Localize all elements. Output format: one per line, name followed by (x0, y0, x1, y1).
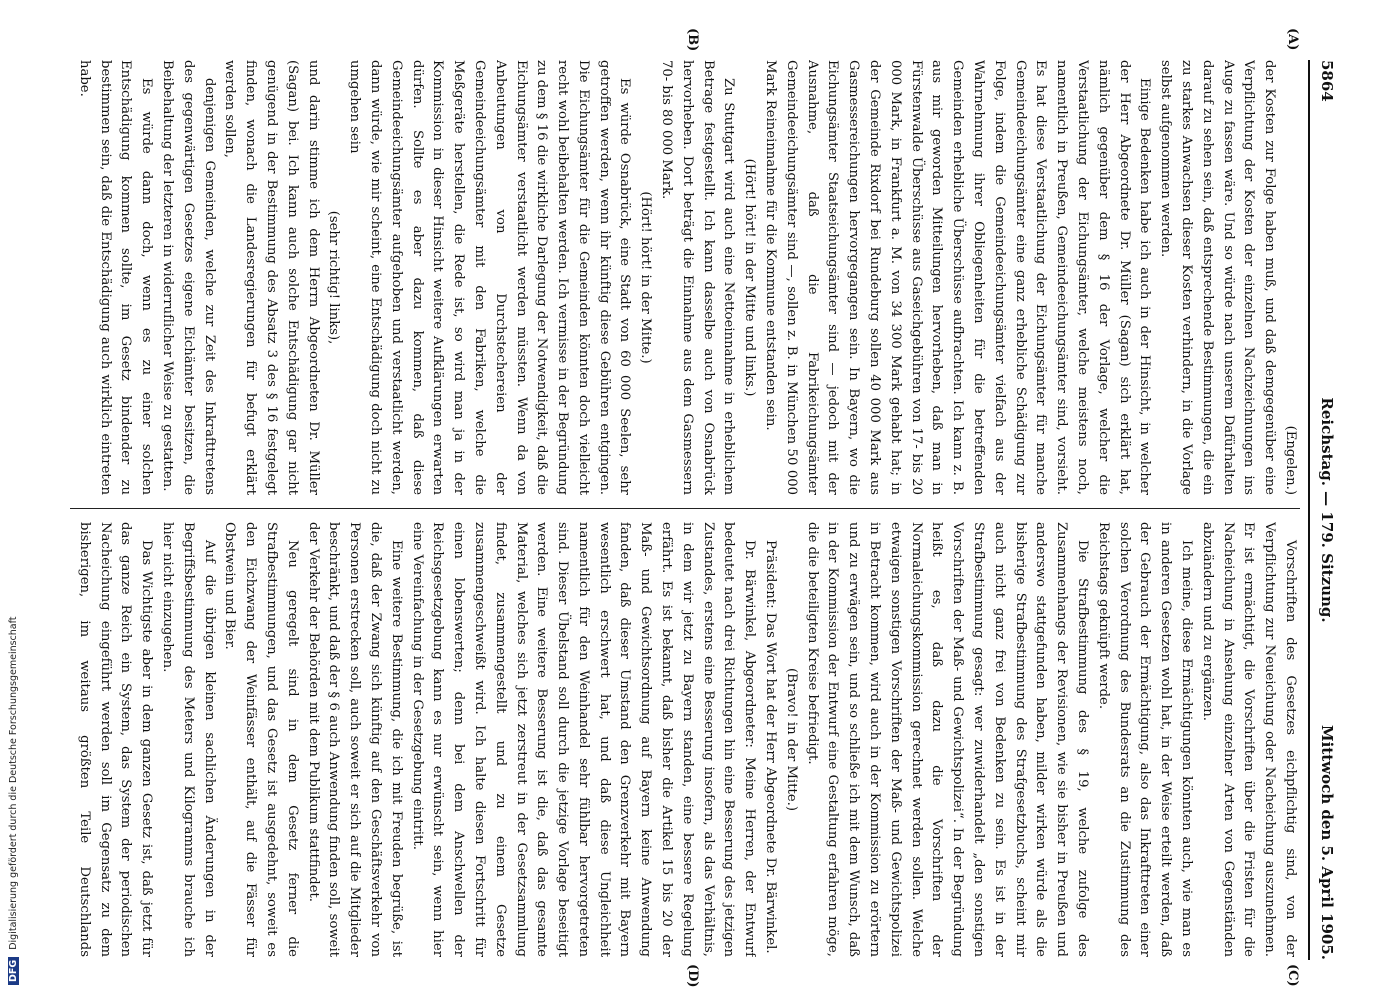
paragraph: Präsident: Das Wort hat der Herr Abgeordnete Dr. Bärwinkel. (763, 540, 779, 954)
paragraph: Das Wichtigste aber in dem ganzen Gesetz ist, daß jetzt für das ganze Reich ein System, das System der periodischen Nacheichung eingeführt werden soll im Gegensatz zu dem bisherigen, im weitaus größten Teile Deutschlands (76, 522, 155, 957)
margin-marker-c: (C) (1285, 964, 1300, 987)
page-header (1308, 60, 1340, 960)
paragraph: denjenigen Gemeinden, welche zur Zeit des Inkrafttretens des gegenwärtigen Gesetzes eigene Eichämter besitzen, die Beibehaltung der letzteren in widerruflicher Weise zu gestatten. (159, 60, 217, 495)
paragraph: Zu Stuttgart wird auch eine Nettoeinnahme in erheblichem Betrage festgestellt. Ich kann dasselbe auch von Osnabrück hervorheben. Dort beträgt die Einnahme aus dem Gasmessern 70- bis 80 000 Mark. (659, 60, 737, 495)
left-text-column (70, 60, 1300, 495)
paragraph: Dr. Bärwinkel, Abgeordneter: Meine Herren, der Entwurf bedeutet nach drei Richtungen hin eine Besserung des jetzigen Zustandes, erstens eine Besserung insofern, als das Verhältnis, in dem wir jetzt zu Bayern standen, eine bessere Regelung erfährt. Es ist bekannt, daß bisher die Artikel 15 bis 20 der Maß- und Gewichtsordnung auf Bayern keine Anwendung fanden, daß dieser Umstand den Grenzverkehr mit Bayern wesentlich erschwert hat, und daß diese Ungleichheit namentlich für den Weinhandel sehr fühlbar hervorgetreten sind. Dieser Übelstand soll durch die jetzige Vorlage beseitigt werden. Eine weitere Besserung ist die, daß das gesamte Material, welches sich jetzt zerstreut in der Gesetzsammlung findet, zusammengestellt und zu einem Gesetze zusammengeschweißt wird. Ich halte diesen Fortschritt für einen lobenswerten; denn bei dem Anschwellen der Reichsgesetzgebung kann es nur erwünscht sein, wenn hier eine Vereinfachung in der Gesetzgebung eintritt. (409, 522, 758, 957)
paragraph: Ich meine, diese Ermächtigungen könnten auch, wie man es in anderen Gesetzen wohl hat, in der Weise erteilt werden, daß der Gebrauch der Ermächtigung, also das Inkrafttreten einer solchen Verordnung des Bundesrats an die Zustimmung des Reichstags geknüpft werde. (1095, 522, 1195, 957)
paragraph: Es würde dann doch, wenn es zu einer solchen Entschädigung kommen sollte, im Gesetz bindender zu bestimmen sein, daß die Entschädigung auch wirklich eintreten habe. (76, 60, 155, 495)
margin-marker-a: (A) (1285, 28, 1300, 51)
dfg-logo-icon: DFG (8, 957, 19, 985)
paragraph: (Hört! hört! in der Mitte.) (638, 191, 654, 364)
paragraph: Es würde Osnabrück, eine Stadt von 60 000 Seelen, sehr getroffen werden, wenn ihr künftig diese Gebühren entgingen. Die Eichungsämter für die Gemeinden könnten doch vielleicht recht wohl beibehalten werden. Ich vermisse in der Begründung zu dem § 16 die wirkliche Darlegung der Notwendigkeit, daß die Eichungsämter verstaatlicht werden müssten. Wenn da von Anbeutungen von Durchstechereien der Gemeindeeichungsämter mit den Fabriken, welche die Meßgeräte herstellen, die Rede ist, so wird man ja in der Kommission in dieser Hinsicht weitere Aufklärungen erwarten dürfen. Sollte es aber dazu kommen, daß diese Gemeindeeichungsämter aufgehoben und verstaatlicht werden, dann würde, wie mir scheint, eine Entschädigung doch nicht zu umgehen sein (347, 60, 633, 495)
paragraph: Vorschriften des Gesetzes eichpflichtig sind, von der Verpflichtung zur Neueichung oder Nacheichung auszunehmen. Er ist ermächtigt, die Vorschriften über die Fristen für die Nacheichung in Ansehung einzelner Arten von Gegenständen abzuändern und zu ergänzen. (1199, 522, 1298, 957)
document-page (60, 28, 1340, 988)
column-divider (70, 508, 1300, 509)
right-text-column (70, 522, 1300, 957)
paragraph: Eine weitere Bestimmung, die ich mit Freuden begrüße, ist die, daß der Zwang sich künftig auf den Geschäftsverkehr von Personen erstrecken soll, auch soweit er sich auf die Mitglieder beschränkt, und daß der § 6 auch Anwendung finden soll, soweit der Verkehr der Behörden mit dem Publikum stattfindet. (305, 522, 404, 957)
paragraph: (Hört! hört! in der Mitte und links.) (742, 158, 758, 397)
margin-marker-b: (B) (685, 28, 700, 52)
digitization-footer (8, 0, 19, 985)
footer-text: Digitalisierung gefördert durch die Deutsche Forschungsgemeinschaft (8, 616, 19, 950)
paragraph: der Kosten zur Folge haben muß, und daß demgegenüber eine Verpflichtung der Kosten der einzelnen Nachzeichnungen ins Auge zu fassen wäre. Und so würde nach unserem Dafürhalten darauf zu sehen sein, daß entsprechende Bestimmungen, die ein zu starkes Anwachsen dieser Kosten verhindern, in die Vorlage selbst aufgenommen werden. (1158, 60, 1278, 495)
paragraph: Neu geregelt sind in dem Gesetz ferner die Strafbestimmungen, und das Gesetz ist ausgedehnt, soweit es den Eichzwang der Weinfässer enthält, auf die Fässer für Obstwein und Bier. (222, 522, 300, 957)
paragraph: und darin stimme ich dem Herrn Abgeordneten Dr. Müller (Sagan) bei. Ich kann auch solche Entschädigung gar nicht genügend in der Bestimmung des Absatz 3 des § 16 festgelegt finden, wonach die Landesregierungen für befugt erklärt werden sollen, (222, 60, 321, 495)
paragraph: Die Strafbestimmung des § 19, welche zufolge des Zusammenhangs der Revisionen, wie sie bisher in Preußen und anderswo stattgefunden haben, milder wirken würde als die bisherige Strafbestimmung des Strafgesetzbuchs, scheint mir auch nicht ganz frei von Bedenken zu sein. Es ist in der Strafbestimmung gesagt: wer zuwiderhandelt „den sonstigen Vorschriften der Maß- und Gewichtspolizei“. In der Begründung heißt es, daß dazu die Vorschriften der Normaleichungskommission gerechnet werden sollen. Welche etwaigen sonstigen Vorschriften der Maß- und Gewichtspolizei in Betracht kommen, wird auch in der Kommission zu erörtern und zu erwägen sein, und so schließe ich mit dem Wunsch, daß in der Kommission der Entwurf eine Gestaltung erfahren möge, die die beteiligten Kreise befriedigt. (804, 522, 1091, 957)
paragraph (70, 60, 73, 495)
paragraph: (Bravo! in der Mitte.) (783, 668, 799, 811)
session-date: Mittwoch den 5. April 1905. (1318, 725, 1336, 960)
paragraph: Einige Bedenken habe ich auch in der Hinsicht, in welcher der Herr Abgeordnete Dr. Müller (Sagan) sich erklärt hat, nämlich gegenüber dem § 16 der Vorlage, welcher die Verstaatlichung der Eichungsämter, welche meistens noch, namentlich in Preußen, Gemeindeeichungsämter sind, vorsieht. Es hat diese Verstaatlichung der Eichungsämter für manche Gemeindeeichungsämter eine ganz erhebliche Schädigung zur Folge, indem die Gemeindeeichungsämter vielfach aus der Wahrnehmung ihrer Obliegenheiten für die betreffenden Gemeinden erhebliche Überschüsse aufbrachten. Ich kann z. B. aus mir geworden Mitteilungen hervorheben, daß man in Fürstenwalde Überschüsse aus Gaseichgebühren von 17- bis 20 000 Mark, in Frankfurt a. M. von 34 300 Mark gehabt hat; in der Gemeinde Rixdorf bei Rundeburg sollen 40 000 Mark aus Gasmessereichungen hervorgegangen sein. In Bayern, wo die Eichungsämter Staatseichungsämter sind — jedoch mit der Ausnahme, daß die Fabrikeichungsämter Gemeindeeichungsämter sind —, sollen z. B. in München 50 000 Mark Reineinnahme für die Kommune entstanden sein. (763, 60, 1153, 495)
paragraph: Auf die übrigen kleinen sachlichen Änderungen in der Begriffsbestimmung des Meters und Kilogramms brauche ich hier nicht einzugehen. (159, 522, 217, 957)
paragraph: (sehr richtig! links), (326, 210, 342, 345)
margin-marker-d: (D) (685, 964, 700, 988)
paragraph: (Engelen.) (1283, 425, 1298, 495)
page-number: 5864 (1318, 60, 1336, 102)
session-title: Reichstag. — 179. Sitzung. (1318, 397, 1336, 623)
